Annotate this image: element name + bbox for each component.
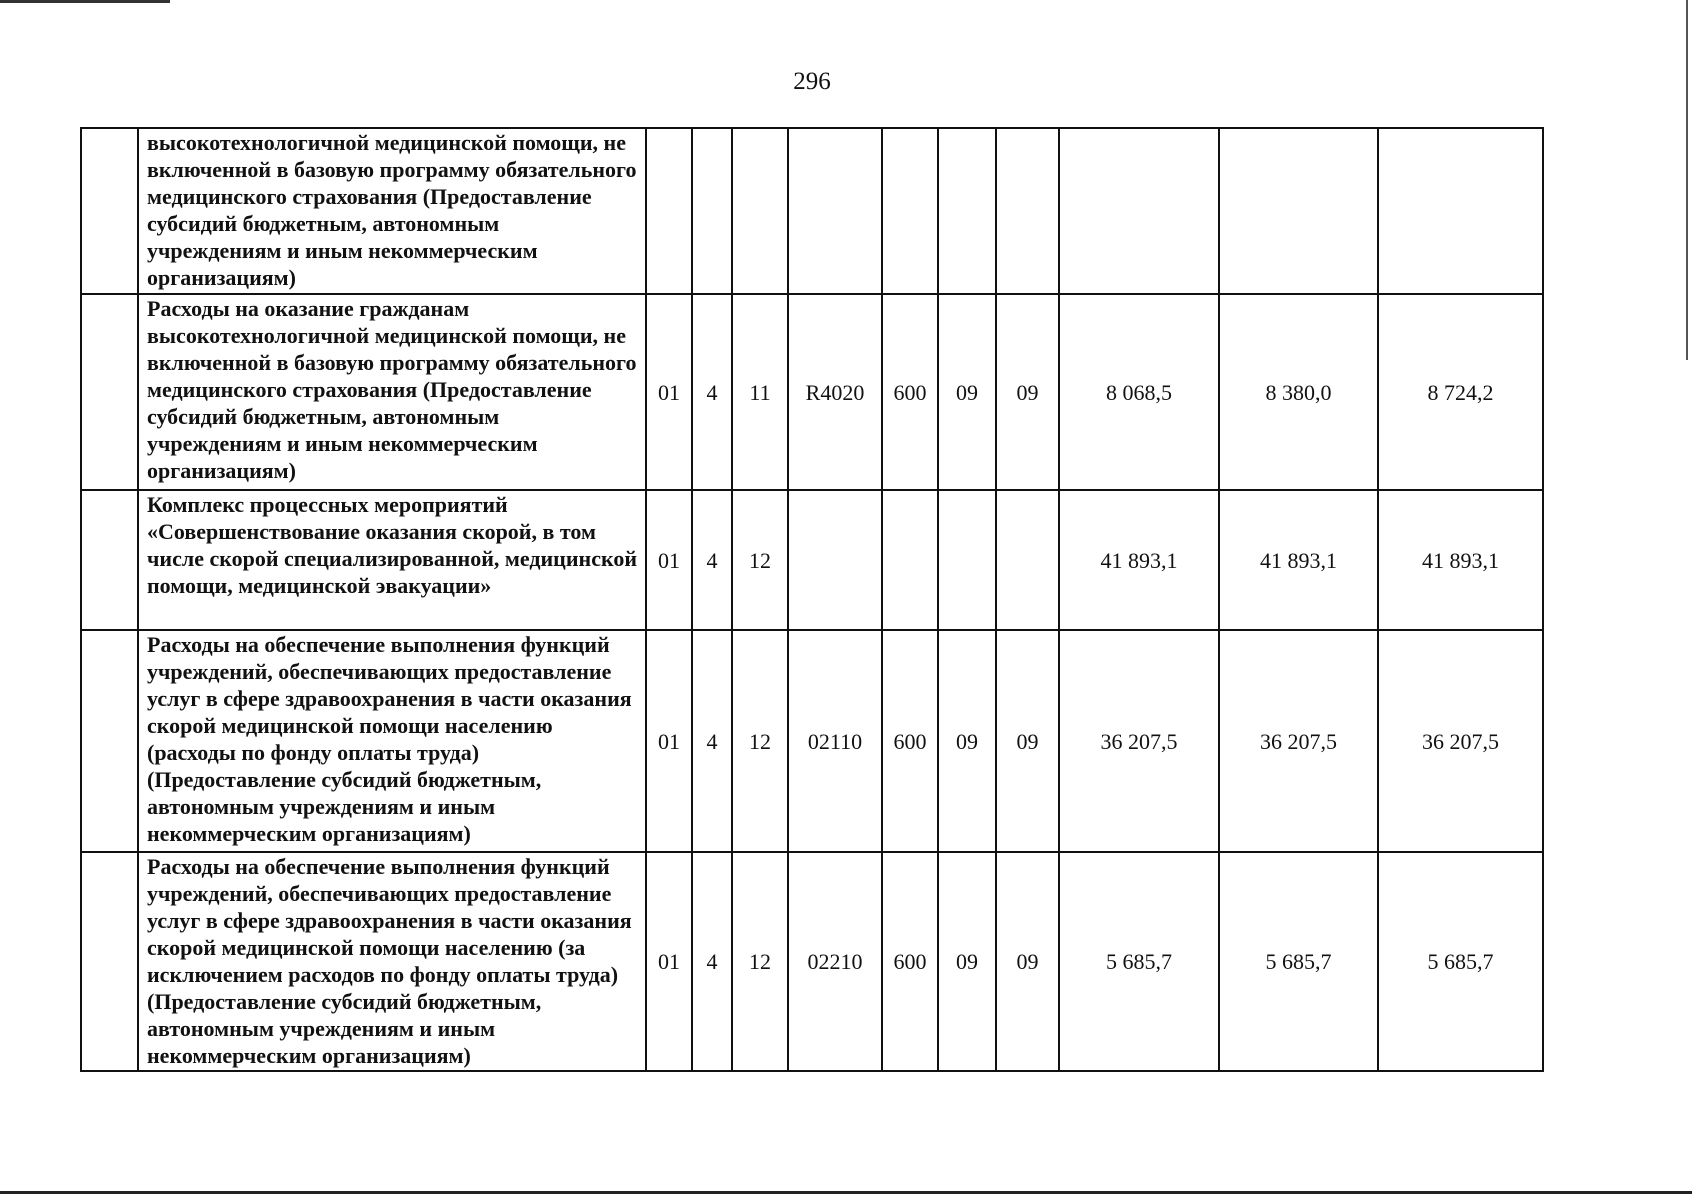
amount-cell: 41 893,1 (1378, 490, 1543, 630)
row-number-cell (81, 852, 138, 1071)
code-cell (732, 128, 788, 294)
code-cell: 09 (996, 294, 1059, 490)
amount-cell: 36 207,5 (1378, 630, 1543, 852)
code-cell: 01 (646, 630, 692, 852)
code-cell (996, 490, 1059, 630)
code-cell (882, 128, 938, 294)
code-cell: 4 (692, 490, 732, 630)
code-cell: 4 (692, 852, 732, 1071)
code-cell: 09 (938, 852, 996, 1071)
description-cell: Комплекс процессных мероприятий «Совершенствование оказания скорой, в том числе скорой специализированной, медицинской помощи, медицинской эвакуации» (138, 490, 646, 630)
code-cell (938, 128, 996, 294)
table-row (81, 294, 1543, 490)
code-cell: 09 (996, 630, 1059, 852)
description-cell: Расходы на обеспечение выполнения функций учреждений, обеспечивающих предоставление услуг в сфере здравоохранения в части оказания скорой медицинской помощи населению (расходы по фонду оплаты труда) (Предоставление субсидий бюджетным, автономным учреждениям и иным некоммерческим организациям) (138, 630, 646, 852)
code-cell: 12 (732, 852, 788, 1071)
code-cell: 600 (882, 852, 938, 1071)
code-cell: 600 (882, 630, 938, 852)
description-cell: Расходы на оказание гражданам высокотехнологичной медицинской помощи, не включенной в базовую программу обязательного медицинского страхования (Предоставление субсидий бюджетным, автономным учреждениям и иным некоммерческим организациям) (138, 294, 646, 490)
row-number-cell (81, 630, 138, 852)
amount-cell: 5 685,7 (1219, 852, 1378, 1071)
amount-cell (1059, 128, 1219, 294)
code-cell (996, 128, 1059, 294)
amount-cell (1219, 128, 1378, 294)
code-cell: 09 (938, 630, 996, 852)
scan-edge-right (1686, 0, 1688, 360)
row-number-cell (81, 294, 138, 490)
scan-edge-bottom (0, 1191, 1692, 1194)
amount-cell: 41 893,1 (1059, 490, 1219, 630)
amount-cell: 41 893,1 (1219, 490, 1378, 630)
code-cell: 600 (882, 294, 938, 490)
amount-cell: 8 380,0 (1219, 294, 1378, 490)
amount-cell: 8 724,2 (1378, 294, 1543, 490)
code-cell: 11 (732, 294, 788, 490)
code-cell: R4020 (788, 294, 882, 490)
code-cell: 01 (646, 852, 692, 1071)
amount-cell: 36 207,5 (1219, 630, 1378, 852)
code-cell: 12 (732, 630, 788, 852)
code-cell: 02110 (788, 630, 882, 852)
code-cell (692, 128, 732, 294)
code-cell: 02210 (788, 852, 882, 1071)
description-cell: Расходы на обеспечение выполнения функций учреждений, обеспечивающих предоставление услуг в сфере здравоохранения в части оказания скорой медицинской помощи населению (за исключением расходов по фонду оплаты труда) (Предоставление субсидий бюджетным, автономным учреждениям и иным некоммерческим организациям) (138, 852, 646, 1071)
code-cell: 01 (646, 490, 692, 630)
amount-cell (1378, 128, 1543, 294)
code-cell: 12 (732, 490, 788, 630)
amount-cell: 8 068,5 (1059, 294, 1219, 490)
table-row (81, 128, 1543, 294)
scan-edge-top (0, 0, 170, 3)
code-cell (938, 490, 996, 630)
table-row (81, 630, 1543, 852)
code-cell (882, 490, 938, 630)
amount-cell: 5 685,7 (1378, 852, 1543, 1071)
code-cell (646, 128, 692, 294)
budget-table (80, 127, 1544, 1072)
page-number: 296 (793, 68, 831, 95)
description-cell: высокотехнологичной медицинской помощи, не включенной в базовую программу обязательного медицинского страхования (Предоставление субсидий бюджетным, автономным учреждениям и иным некоммерческим организациям) (138, 128, 646, 294)
code-cell: 01 (646, 294, 692, 490)
row-number-cell (81, 490, 138, 630)
table-row (81, 490, 1543, 630)
code-cell (788, 128, 882, 294)
amount-cell: 5 685,7 (1059, 852, 1219, 1071)
table-row (81, 852, 1543, 1071)
amount-cell: 36 207,5 (1059, 630, 1219, 852)
code-cell: 09 (996, 852, 1059, 1071)
code-cell: 09 (938, 294, 996, 490)
code-cell: 4 (692, 294, 732, 490)
row-number-cell (81, 128, 138, 294)
code-cell: 4 (692, 630, 732, 852)
code-cell (788, 490, 882, 630)
